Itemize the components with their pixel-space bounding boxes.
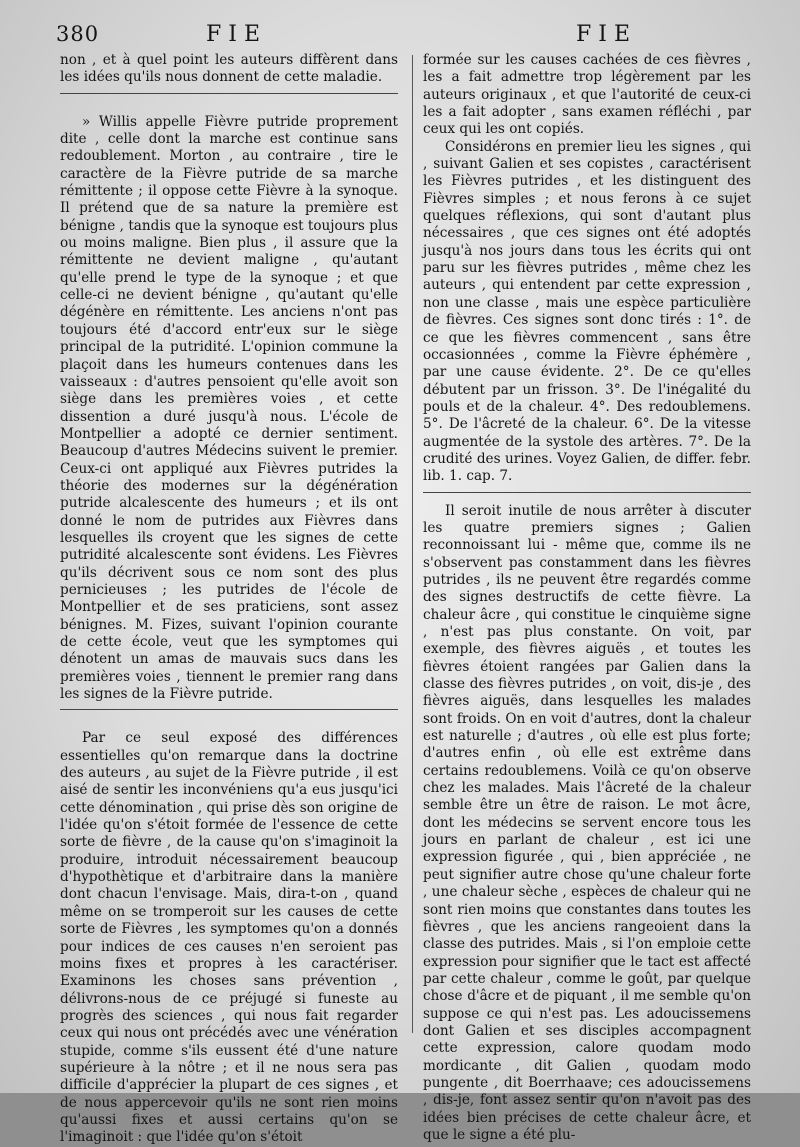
running-head-left: FIE [206, 22, 268, 47]
right-column [423, 52, 751, 1144]
page-number: 380 [56, 22, 100, 46]
right-paragraph-1: formée sur les causes cachées de ces fièvres , les a fait admettre trop légèrement par les auteurs originaux , et que l'autorité de ceux-ci les a fait adopter , sans examen réfléchi , par ceux qui les ont copiés. [423, 52, 751, 138]
column-divider [412, 55, 413, 1033]
page-header [56, 22, 760, 54]
running-head-right: FIE [576, 22, 638, 47]
left-paragraph-3: Par ce seul exposé des différences essentielles qu'on remarque dans la doctrine des auteurs , au sujet de la Fièvre putride , il est aisé de sentir les inconvéniens qu'a eus jusqu'ici cette dénomination , qui prise dès son origine de l'idée qu'on s'étoit formée de l'essence de cette sorte de fièvre , de la cause qu'on s'imaginoit la produire, introduit nécessairement beaucoup d'hypothètique et d'arbitraire dans la manière dont chacun l'envisage. Mais, dira-t-on , quand même on se tromperoit sur les causes de cette sorte de Fièvres , les symptomes qu'on a donnés pour indices de ces causes n'en seroient pas moins fixes et propres à les caractériser. Examinons les choses sans prévention , délivrons-nous de ce préjugé si funeste au progrès des sciences , qui nous fait regarder ceux qui nous ont précédés avec une vénération stupide, comme s'ils eussent été d'une nature supérieure à la nôtre ; et il ne nous sera pas difficile d'apprécier la plupart de ces signes , et de nous appercevoir qu'ils ne sont rien moins qu'aussi fixes et aussi certains qu'on se l'imaginoit : que l'idée qu'on s'étoit [60, 730, 398, 1146]
right-paragraph-3: Il seroit inutile de nous arrêter à discuter les quatre premiers signes ; Galien reconnoissant lui - même que, comme ils ne s'observent pas constamment dans les fièvres putrides , ils ne peuvent être regardés comme des signes destructifs de cette fièvre. La chaleur âcre , qui constitue le cinquième signe , n'est pas plus constante. On voit, par exemple, des fièvres aiguës , et toutes les fièvres étoient rangées par Galien dans la classe des fièvres putrides , on voit, dis-je , des fièvres aiguës, dans lesquelles les malades sont froids. On en voit d'autres, dont la chaleur est naturelle ; d'autres , où elle est plus forte; d'autres enfin , où elle est extrême dans certains redoublemens. Voilà ce qu'on observe chez les malades. Mais l'âcreté de la chaleur semble être un être de raison. Le mot âcre, dont les médecins se servent encore tous les jours en parlant de chaleur , est ici une expression figurée , qui , bien appréciée , ne peut signifier autre chose qu'une chaleur forte , une chaleur sèche , espèces de chaleur qui ne sont rien moins que constantes dans toutes les fièvres , que les anciens rangeoient dans la classe des putrides. Mais , si l'on emploie cette expression pour signifier que le tact est affecté par cette chaleur , comme le goût, par quelque chose d'âcre et de piquant , il me semble qu'on suppose ce qui n'est pas. Les adoucissemens dont Galien et ses disciples accompagnent cette expression, calore quodam modo mordicante , dit Galien , quodam modo pungente , dit Boerrhaave; ces adoucissemens , dis-je, font assez sentir qu'on n'avoit pas des idées bien précises de cette chaleur âcre, et que le signe a été plu- [423, 502, 751, 1143]
left-separator-rule [60, 93, 398, 94]
left-separator-rule-2 [60, 709, 398, 710]
left-column [60, 52, 398, 1147]
right-separator-rule [423, 492, 751, 493]
left-paragraph-1: non , et à quel point les auteurs diffèrent dans les idées qu'ils nous donnent de cette maladie. [60, 52, 398, 86]
right-paragraph-2: Considérons en premier lieu les signes , qui , suivant Galien et ses copistes , caractérisent les Fièvres putrides , et les distinguent des Fièvres simples ; et nous ferons à ce sujet quelques réflexions, qui sont d'autant plus nécessaires , que ces signes ont été adoptés jusqu'à nos jours dans tous les écrits qui ont paru sur les fièvres putrides , même chez les auteurs , qui entendent par cette expression , non une classe , mais une espèce particulière de fièvres. Ces signes sont donc tirés : 1°. de ce que les fièvres commencent , sans être occasionnées , comme la Fièvre éphémère , par une cause évidente. 2°. De ce qu'elles débutent par un frisson. 3°. De l'inégalité du pouls et de la chaleur. 4°. Des redoublemens. 5°. De l'âcreté de la chaleur. 6°. De la vitesse augmentée de la systole des artères. 7°. De la crudité des urines. Voyez Galien, de differ. febr. lib. 1. cap. 7. [423, 138, 751, 485]
left-paragraph-2: » Willis appelle Fièvre putride proprement dite , celle dont la marche est continue sans redoublement. Morton , au contraire , tire le caractère de la Fièvre putride de sa marche rémittente ; il oppose cette Fièvre à la synoque. Il prétend que de sa nature la première est bénigne , tandis que la synoque est toujours plus ou moins maligne. Bien plus , il assure que la rémittente ne devient maligne , qu'autant qu'elle prend le type de la synoque ; et que celle-ci ne devient bénigne , qu'autant qu'elle dégénère en rémittente. Les anciens n'ont pas toujours été d'accord entr'eux sur le siège principal de la putridité. L'opinion commune la plaçoit dans les humeurs contenues dans les vaisseaux : d'autres pensoient qu'elle avoit son siège dans les premières voies , et cette dissention a duré jusqu'à nous. L'école de Montpellier a adopté ce dernier sentiment. Beaucoup d'autres Médecins suivent le premier. Ceux-ci ont appliqué aux Fièvres putrides la théorie des modernes sur la dégénération putride alcalescente des humeurs ; et ils ont donné le nom de putrides aux Fièvres dans lesquelles ils croyent que les signes de cette putridité alcalescente sont évidens. Les Fièvres qu'ils décrivent sous ce nom sont des plus pernicieuses ; les putrides de l'école de Montpellier et de ses praticiens, sont assez bénignes. M. Fizes, suivant l'opinion courante de cette école, veut que les symptomes qui dénotent un amas de mauvais sucs dans les premières voies , tiennent le premier rang dans les signes de la Fièvre putride. [60, 113, 398, 703]
